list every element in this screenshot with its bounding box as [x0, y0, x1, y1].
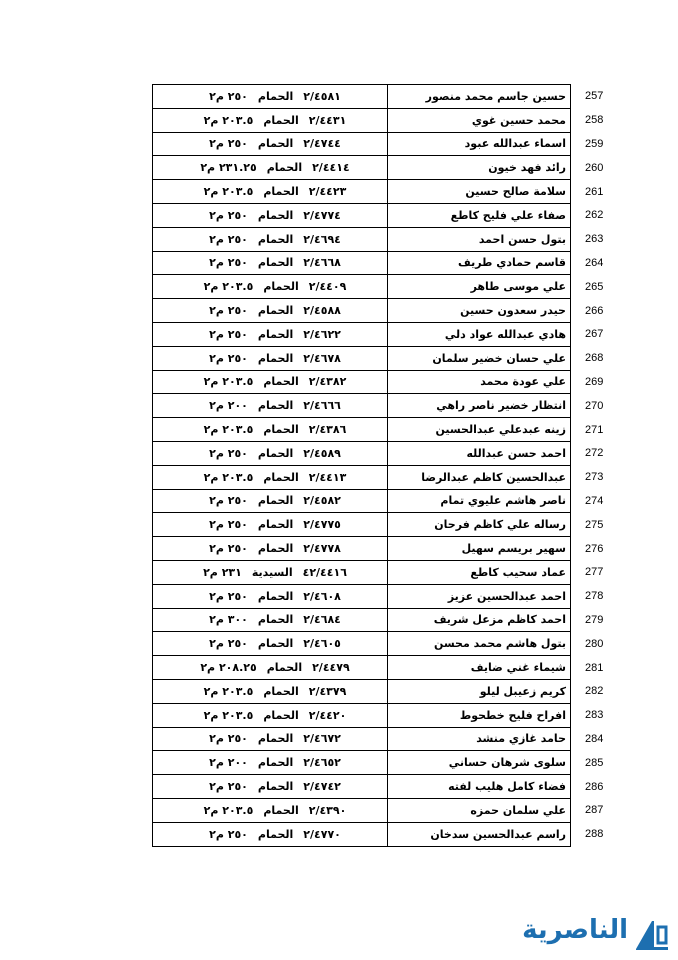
plot-number: ٢/٤٥٨٨: [303, 304, 341, 318]
row-number: 258: [585, 114, 604, 127]
name-cell: بتول هاشم محمد محسن: [388, 632, 571, 656]
row-number: 279: [585, 613, 604, 626]
row-number: 261: [585, 185, 604, 198]
plot-size: ٢٥٠ م٢: [209, 589, 248, 603]
area-name: الحمام: [263, 470, 299, 484]
plot-number: ٢/٤٦٨٤: [303, 613, 341, 627]
property-cell: [153, 132, 388, 156]
property-cell: [153, 370, 388, 394]
plot-size: ٢٥٠ م٢: [209, 494, 248, 508]
area-name: الحمام: [257, 732, 294, 746]
name-cell: حامد غازي منشد: [388, 727, 571, 751]
plot-size: ٢٠٣.٥ م٢: [203, 470, 254, 484]
row-number: 264: [585, 256, 604, 269]
name-cell: رساله علي كاظم فرحان: [388, 513, 571, 537]
plot-number: ٢/٤٧٤٤: [303, 137, 341, 151]
property-cell: [153, 465, 388, 489]
property-cell: [153, 798, 388, 822]
plot-size: ٢٥٠ م٢: [209, 351, 248, 365]
plot-size: ٢٣١.٢٥ م٢: [200, 161, 257, 175]
plot-number: ٢/٤٦٦٦: [303, 399, 341, 413]
property-cell: [153, 537, 388, 561]
plot-size: ٢٥٠ م٢: [209, 446, 248, 460]
plot-size: ٢٠٣.٥ م٢: [203, 708, 254, 722]
plot-number: ٢/٤٤٢٠: [308, 708, 347, 722]
area-name: الحمام: [257, 137, 294, 151]
plot-number: ٢/٤٥٨١: [303, 89, 341, 103]
name-cell: سلامة صالح حسين: [388, 180, 571, 204]
property-cell: [153, 275, 388, 299]
name-cell: سهير بريسم سهيل: [388, 537, 571, 561]
plot-number: ٢/٤٤٣١: [308, 113, 347, 127]
area-name: الحمام: [263, 375, 299, 389]
table-row: [153, 703, 626, 727]
logo-text: الناصرية: [522, 915, 628, 945]
plot-size: ٢٥٠ م٢: [209, 542, 248, 556]
beneficiaries-table: [152, 84, 626, 847]
area-name: الحمام: [257, 89, 294, 103]
table-row: [153, 275, 626, 299]
area-name: الحمام: [257, 446, 294, 460]
area-name: الحمام: [257, 542, 294, 556]
row-number: 259: [585, 137, 604, 150]
name-cell: احمد حسن عبدالله: [388, 441, 571, 465]
table-row: [153, 560, 626, 584]
name-cell: محمد حسين غوي: [388, 108, 571, 132]
name-cell: عبدالحسين كاظم عبدالرضا: [388, 465, 571, 489]
name-cell: بتول حسن احمد: [388, 227, 571, 251]
name-cell: علي عودة محمد: [388, 370, 571, 394]
name-cell: حسين جاسم محمد منصور: [388, 85, 571, 109]
table-row: [153, 822, 626, 846]
area-name: الحمام: [257, 518, 294, 532]
name-cell: رائد فهد خيون: [388, 156, 571, 180]
plot-number: ٢/٤٣٨٢: [308, 375, 347, 389]
plot-size: ٢٥٠ م٢: [209, 827, 248, 841]
table-row: [153, 489, 626, 513]
name-cell: انتظار خضير ناصر راهي: [388, 394, 571, 418]
plot-number: ٢/٤٦٦٨: [303, 256, 341, 270]
row-number: 270: [585, 399, 604, 412]
table-row: [153, 108, 626, 132]
row-number: 277: [585, 566, 604, 579]
property-cell: [153, 322, 388, 346]
property-cell: [153, 560, 388, 584]
plot-size: ٣٠٠ م٢: [209, 613, 248, 627]
plot-number: ٢/٤٧٧٤: [303, 208, 341, 222]
table-row: [153, 418, 626, 442]
plot-number: ٢/٤٧٧٨: [303, 542, 341, 556]
property-cell: [153, 513, 388, 537]
table-row: [153, 394, 626, 418]
plot-number: ٢/٤٦٠٨: [303, 589, 341, 603]
table-row: [153, 513, 626, 537]
property-cell: [153, 85, 388, 109]
area-name: الحمام: [263, 185, 299, 199]
property-cell: [153, 751, 388, 775]
table-body: [153, 85, 626, 847]
plot-number: ٢/٤٧٤٢: [303, 780, 341, 793]
plot-size: ٢٠٣.٥ م٢: [203, 423, 254, 437]
name-cell: هادي عبدالله عواد دلي: [388, 322, 571, 346]
plot-number: ٢/٤٧٧٠: [303, 827, 341, 841]
plot-size: ٢٠٣.٥ م٢: [203, 280, 254, 294]
plot-size: ٢٣١ م٢: [203, 565, 242, 579]
table-row: [153, 537, 626, 561]
row-number: 266: [585, 304, 604, 317]
area-name: الحمام: [263, 113, 299, 127]
row-number: 287: [585, 804, 604, 817]
table-row: [153, 727, 626, 751]
row-number: 282: [585, 685, 604, 698]
table-row: [153, 632, 626, 656]
table-row: [153, 156, 626, 180]
row-number: 257: [585, 90, 604, 103]
area-name: الحمام: [257, 304, 294, 318]
property-cell: [153, 727, 388, 751]
name-cell: احمد عبدالحسين عزيز: [388, 584, 571, 608]
plot-size: ٢٥٠ م٢: [209, 304, 248, 318]
table-row: [153, 85, 626, 109]
property-cell: [153, 822, 388, 846]
plot-size: ٢٥٠ م٢: [209, 89, 248, 103]
property-cell: [153, 441, 388, 465]
area-name: الحمام: [257, 589, 294, 603]
property-cell: [153, 656, 388, 680]
property-cell: [153, 227, 388, 251]
plot-number: ٢/٤٦٢٢: [303, 327, 341, 341]
plot-number: ٢/٤٤١٣: [308, 470, 347, 484]
row-number: 288: [585, 828, 604, 841]
row-number: 268: [585, 352, 604, 365]
table-row: [153, 679, 626, 703]
area-name: الحمام: [263, 803, 299, 817]
row-number: 278: [585, 590, 604, 603]
name-cell: فضاء كامل هليب لفته: [388, 775, 571, 799]
plot-size: ٢٥٠ م٢: [209, 232, 248, 246]
name-cell: زينه عبدعلي عبدالحسين: [388, 418, 571, 442]
plot-size: ٢٠٠ م٢: [209, 399, 248, 413]
name-cell: عماد سحيب كاطع: [388, 560, 571, 584]
area-name: الحمام: [257, 208, 294, 222]
plot-size: ٢٥٠ م٢: [209, 518, 248, 532]
property-cell: [153, 632, 388, 656]
area-name: الحمام: [263, 423, 299, 437]
table-row: [153, 465, 626, 489]
plot-size: ٢٥٠ م٢: [209, 137, 248, 151]
plot-number: ٢/٤٣٧٩: [308, 684, 347, 698]
row-number: 260: [585, 161, 604, 174]
plot-size: ٢٥٠ م٢: [209, 732, 248, 746]
table-row: [153, 751, 626, 775]
plot-size: ٢٥٠ م٢: [209, 780, 248, 793]
area-name: الحمام: [257, 827, 294, 841]
name-cell: علي حسان خضير سلمان: [388, 346, 571, 370]
property-cell: [153, 703, 388, 727]
property-cell: [153, 608, 388, 632]
row-number: 269: [585, 375, 604, 388]
property-cell: [153, 679, 388, 703]
area-name: الحمام: [257, 232, 294, 246]
plot-size: ٢٥٠ م٢: [209, 637, 248, 651]
property-cell: [153, 489, 388, 513]
property-cell: [153, 584, 388, 608]
plot-number: ٢/٤٥٨٩: [303, 446, 341, 460]
property-cell: [153, 299, 388, 323]
table-row: [153, 775, 626, 799]
area-name: الحمام: [266, 661, 303, 675]
area-name: الحمام: [263, 280, 299, 294]
property-cell: [153, 346, 388, 370]
area-name: الحمام: [257, 399, 294, 413]
table-row: [153, 656, 626, 680]
plot-size: ٢٠٣.٥ م٢: [203, 113, 254, 127]
name-cell: علي سلمان حمزه: [388, 798, 571, 822]
property-cell: [153, 156, 388, 180]
plot-number: ٢/٤٦٧٨: [303, 351, 341, 365]
row-number: 267: [585, 328, 604, 341]
table-row: [153, 132, 626, 156]
row-number: 274: [585, 494, 604, 507]
plot-size: ٢٠٣.٥ م٢: [203, 185, 254, 199]
area-name: السيدية: [251, 565, 293, 579]
row-number: 273: [585, 471, 604, 484]
table-row: [153, 299, 626, 323]
plot-number: ٢/٤٤٧٩: [312, 661, 350, 675]
plot-number: ٢/٤٤٢٣: [308, 185, 347, 199]
plot-number: ٢/٤٦٥٢: [303, 756, 341, 770]
row-number: 265: [585, 280, 604, 293]
table-row: [153, 608, 626, 632]
area-name: الحمام: [257, 613, 294, 627]
plot-size: ٢٠٣.٥ م٢: [203, 803, 254, 817]
row-number: 276: [585, 542, 604, 555]
name-cell: حيدر سعدون حسين: [388, 299, 571, 323]
table-row: [153, 584, 626, 608]
plot-number: ٢/٤٦٩٤: [303, 232, 341, 246]
name-cell: كريم زعيبل ليلو: [388, 679, 571, 703]
plot-number: ٢/٤٥٨٢: [303, 494, 341, 508]
name-cell: شيماء غني ضايف: [388, 656, 571, 680]
plot-size: ٢٠٣.٥ م٢: [203, 375, 254, 389]
row-number: 284: [585, 732, 604, 745]
table-row: [153, 180, 626, 204]
plot-size: ٢٥٠ م٢: [209, 256, 248, 270]
plot-number: ٢/٤٤٠٩: [308, 280, 347, 294]
row-number: 286: [585, 780, 604, 793]
plot-number: ٤٢/٤٤١٦: [302, 565, 347, 579]
name-cell: افراح فليح خطحوط: [388, 703, 571, 727]
table-row: [153, 227, 626, 251]
table-row: [153, 322, 626, 346]
table-row: [153, 798, 626, 822]
area-name: الحمام: [257, 327, 294, 341]
property-cell: [153, 108, 388, 132]
table-row: [153, 441, 626, 465]
plot-number: ٢/٤٦٧٢: [303, 732, 341, 746]
plot-size: ٢٠٣.٥ م٢: [203, 684, 254, 698]
area-name: الحمام: [263, 684, 299, 698]
plot-number: ٢/٤٣٩٠: [308, 803, 347, 817]
plot-size: ٢٥٠ م٢: [209, 208, 248, 222]
row-number: 285: [585, 756, 604, 769]
name-cell: سلوى شرهان حساني: [388, 751, 571, 775]
property-cell: [153, 180, 388, 204]
table-row: [153, 203, 626, 227]
table-row: [153, 370, 626, 394]
area-name: الحمام: [257, 756, 294, 770]
area-name: الحمام: [257, 351, 294, 365]
plot-number: ٢/٤٤١٤: [312, 161, 350, 175]
area-name: الحمام: [257, 256, 294, 270]
name-cell: ناصر هاشم عليوي تمام: [388, 489, 571, 513]
name-cell: قاسم حمادي طريف: [388, 251, 571, 275]
property-cell: [153, 775, 388, 799]
area-name: الحمام: [257, 494, 294, 508]
plot-size: ٢٠٠ م٢: [209, 756, 248, 770]
plot-number: ٢/٤٦٠٥: [303, 637, 341, 651]
property-cell: [153, 394, 388, 418]
plot-size: ٢٥٠ م٢: [209, 327, 248, 341]
row-number: 272: [585, 447, 604, 460]
row-number: 262: [585, 209, 604, 222]
row-number: 263: [585, 233, 604, 246]
name-cell: راسم عبدالحسين سدخان: [388, 822, 571, 846]
row-number: 283: [585, 709, 604, 722]
nasiriyah-logo-icon: [632, 917, 672, 953]
property-cell: [153, 251, 388, 275]
plot-number: ٢/٤٣٨٦: [308, 423, 347, 437]
row-number: 281: [585, 661, 604, 674]
area-name: الحمام: [266, 161, 303, 175]
name-cell: اسماء عبدالله عبود: [388, 132, 571, 156]
row-number: 275: [585, 518, 604, 531]
table-row: [153, 346, 626, 370]
table-row: [153, 251, 626, 275]
name-cell: صفاء علي فليح كاطع: [388, 203, 571, 227]
plot-size: ٢٠٨.٢٥ م٢: [200, 661, 257, 675]
name-cell: علي موسى طاهر: [388, 275, 571, 299]
area-name: الحمام: [263, 708, 299, 722]
property-cell: [153, 203, 388, 227]
plot-number: ٢/٤٧٧٥: [303, 518, 341, 532]
area-name: الحمام: [257, 780, 294, 793]
row-number: 271: [585, 423, 604, 436]
nasiriyah-logo: [522, 915, 672, 955]
area-name: الحمام: [257, 637, 294, 651]
property-cell: [153, 418, 388, 442]
row-number: 280: [585, 637, 604, 650]
name-cell: احمد كاظم مزعل شريف: [388, 608, 571, 632]
